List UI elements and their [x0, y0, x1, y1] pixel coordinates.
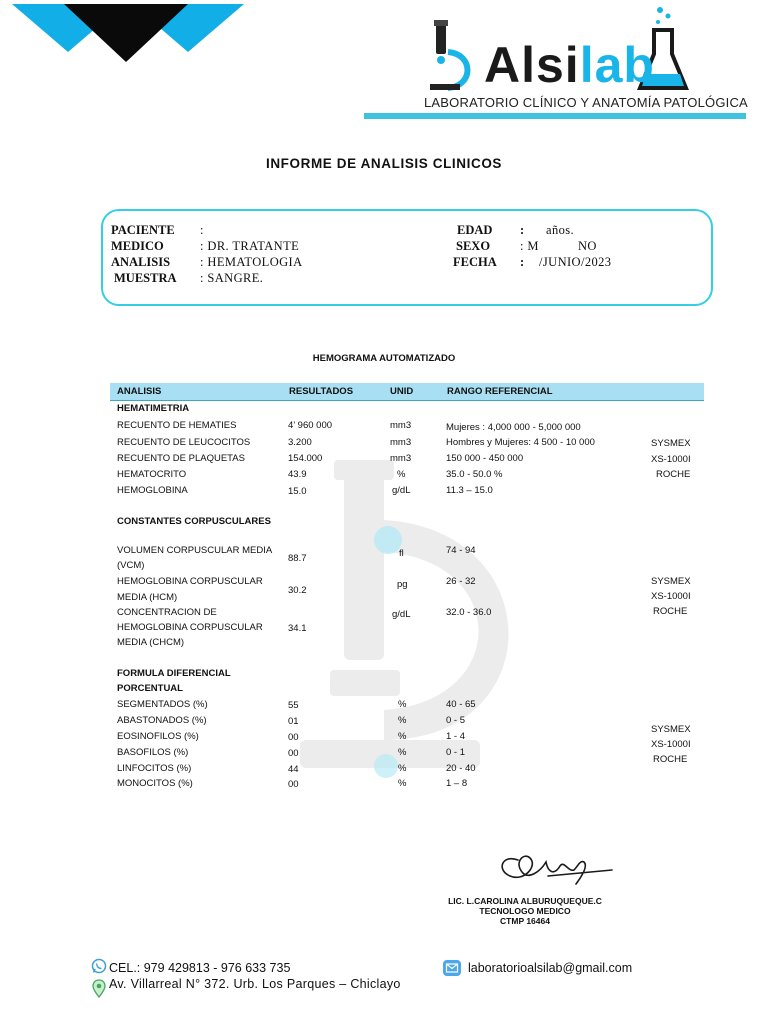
table-row-name: RECUENTO DE HEMATIES: [117, 420, 237, 431]
table-row-result: 154.000: [288, 453, 323, 464]
edad-label: EDAD: [457, 223, 493, 237]
table-row-range: 40 - 65: [446, 699, 476, 710]
logo-underline: [364, 113, 746, 119]
table-row-result: 15.0: [288, 486, 307, 497]
table-row-name: ABASTONADOS (%): [117, 715, 207, 726]
table-row-range: 0 - 1: [446, 747, 466, 758]
column-header-analisis: ANALISIS: [117, 386, 162, 397]
fecha-value: /JUNIO/2023: [539, 255, 612, 269]
table-row-range: 1 – 8: [446, 778, 468, 789]
section-formula-cont: PORCENTUAL: [117, 683, 183, 694]
table-row-result: 01: [288, 716, 299, 727]
column-header-unid: UNID: [390, 386, 414, 397]
table-row-unit: %: [398, 747, 407, 758]
column-header-resultados: RESULTADOS: [289, 386, 354, 397]
table-row-name: HEMOGLOBINA: [117, 485, 188, 496]
table-row-name: RECUENTO DE LEUCOCITOS: [117, 437, 251, 448]
table-row-result: 55: [288, 700, 299, 711]
table-row-range: 150 000 - 450 000: [446, 453, 524, 464]
logo-wordmark-main: Alsi: [484, 37, 580, 93]
table-row-unit: %: [398, 715, 407, 726]
equipment-line: SYSMEX: [651, 576, 691, 587]
table-row-result: 3.200: [288, 437, 312, 448]
table-header: [110, 383, 704, 401]
analisis-label: ANALISIS: [111, 255, 171, 269]
logo-wordmark: [484, 37, 655, 93]
equipment-line: XS-1000I: [651, 454, 691, 465]
table-row-name: SEGMENTADOS (%): [117, 699, 208, 710]
sexo-label: SEXO: [456, 239, 491, 253]
fecha-colon: :: [520, 255, 525, 269]
table-row-range: 11.3 – 15.0: [446, 485, 493, 496]
table-row-result: 00: [288, 748, 299, 759]
equipment-line: ROCHE: [653, 606, 688, 617]
sexo-extra: NO: [578, 239, 597, 253]
table-row-unit: g/dL: [392, 609, 411, 620]
table-row-result: 00: [288, 732, 299, 743]
table-row-range: 26 - 32: [446, 576, 476, 587]
table-row-range: 35.0 - 50.0 %: [446, 469, 503, 480]
table-row-name: HEMATOCRITO: [117, 469, 187, 480]
location-pin-icon: [92, 979, 106, 999]
equipment-line: SYSMEX: [651, 438, 691, 449]
signature-license: CTMP 16464: [500, 916, 550, 926]
table-row-unit: %: [398, 699, 407, 710]
table-row-name: EOSINOFILOS (%): [117, 731, 199, 742]
table-row-range: Mujeres : 4,000 000 - 5,000 000: [446, 422, 581, 433]
table-row-result: 88.7: [288, 553, 307, 564]
table-row-result: 43.9: [288, 469, 307, 480]
table-row-unit: %: [398, 731, 407, 742]
column-header-rango: RANGO REFERENCIAL: [447, 386, 553, 397]
equipment-line: ROCHE: [656, 469, 691, 480]
table-row-name: RECUENTO DE PLAQUETAS: [117, 453, 245, 464]
report-title: INFORME DE ANALISIS CLINICOS: [265, 156, 503, 171]
table-row-range: 32.0 - 36.0: [446, 607, 492, 618]
footer-phone: CEL.: 979 429813 - 976 633 735: [109, 961, 291, 975]
table-row-unit: mm3: [390, 453, 412, 464]
table-row-name: CONCENTRACION DE: [117, 607, 217, 618]
table-row-name: VOLUMEN CORPUSCULAR MEDIA: [117, 545, 273, 556]
table-row-name: HEMOGLOBINA CORPUSCULAR: [117, 576, 263, 587]
table-row-unit: %: [397, 469, 406, 480]
table-row-range: 74 - 94: [446, 545, 476, 556]
analisis-value: : HEMATOLOGIA: [200, 255, 303, 269]
equipment-line: SYSMEX: [651, 724, 691, 735]
table-row-unit: mm3: [390, 420, 412, 431]
table-row-range: 20 - 40: [446, 763, 476, 774]
table-row-name-cont: MEDIA (CHCM): [117, 637, 185, 648]
table-row-range: 0 - 5: [446, 715, 466, 726]
table-row-result: 34.1: [288, 623, 307, 634]
fecha-label: FECHA: [453, 255, 497, 269]
footer-address: Av. Villarreal N° 372. Urb. Los Parques – Chiclayo: [109, 977, 401, 991]
table-row-result: 44: [288, 764, 299, 775]
microscope-logo-icon: [426, 14, 484, 94]
table-row-result: 00: [288, 779, 299, 790]
table-row-unit: fl: [399, 548, 404, 559]
equipment-line: ROCHE: [653, 754, 688, 765]
signature-name: LIC. L.CAROLINA ALBURUQUEQUE.C: [448, 896, 602, 906]
medico-value: : DR. TRATANTE: [200, 239, 300, 253]
table-row-name-cont: HEMOGLOBINA CORPUSCULAR: [117, 622, 263, 633]
signature-block: [430, 896, 620, 926]
table-row-result: 4’ 960 000: [288, 420, 333, 431]
medico-label: MEDICO: [111, 239, 164, 253]
section-formula: FORMULA DIFERENCIAL: [117, 668, 231, 679]
equipment-line: XS-1000I: [651, 739, 691, 750]
section-hematimetria: HEMATIMETRIA: [117, 403, 190, 414]
handwritten-signature: [488, 836, 618, 892]
sexo-value: : M: [520, 239, 539, 253]
muestra-label: MUESTRA: [114, 271, 177, 285]
decor-triangle-center: [64, 4, 188, 62]
table-row-unit: pg: [397, 579, 408, 590]
table-row-result: 30.2: [288, 585, 307, 596]
section-title: HEMOGRAMA AUTOMATIZADO: [312, 353, 456, 364]
table-row-unit: %: [398, 778, 407, 789]
table-row-name: MONOCITOS (%): [117, 778, 193, 789]
table-row-unit: g/dL: [392, 485, 411, 496]
edad-value: años.: [546, 223, 575, 237]
footer-email[interactable]: laboratorioalsilab@gmail.com: [468, 961, 633, 975]
signature-role: TECNOLOGO MEDICO: [479, 906, 571, 916]
table-row-name: BASOFILOS (%): [117, 747, 189, 758]
equipment-line: XS-1000I: [651, 591, 691, 602]
edad-colon: :: [520, 223, 525, 237]
paciente-value: :: [200, 223, 204, 237]
table-row-name-cont: MEDIA (HCM): [117, 592, 178, 603]
table-row-name: LINFOCITOS (%): [117, 763, 192, 774]
whatsapp-icon: [91, 958, 107, 974]
logo-subtitle: LABORATORIO CLÍNICO Y ANATOMÍA PATOLÓGICA: [424, 95, 748, 110]
section-constantes: CONSTANTES CORPUSCULARES: [117, 516, 271, 527]
microscope-watermark-icon: [300, 440, 540, 830]
patient-info-box: [101, 209, 713, 306]
table-row-range: Hombres y Mujeres: 4 500 - 10 000: [446, 437, 595, 448]
email-icon: [443, 960, 461, 976]
paciente-label: PACIENTE: [111, 223, 175, 237]
logo-wordmark-accent: lab: [579, 37, 655, 93]
table-row-unit: %: [398, 763, 407, 774]
table-row-name-cont: (VCM): [117, 560, 145, 571]
table-row-unit: mm3: [390, 437, 412, 448]
muestra-value: : SANGRE.: [200, 271, 264, 285]
table-row-range: 1 - 4: [446, 731, 466, 742]
